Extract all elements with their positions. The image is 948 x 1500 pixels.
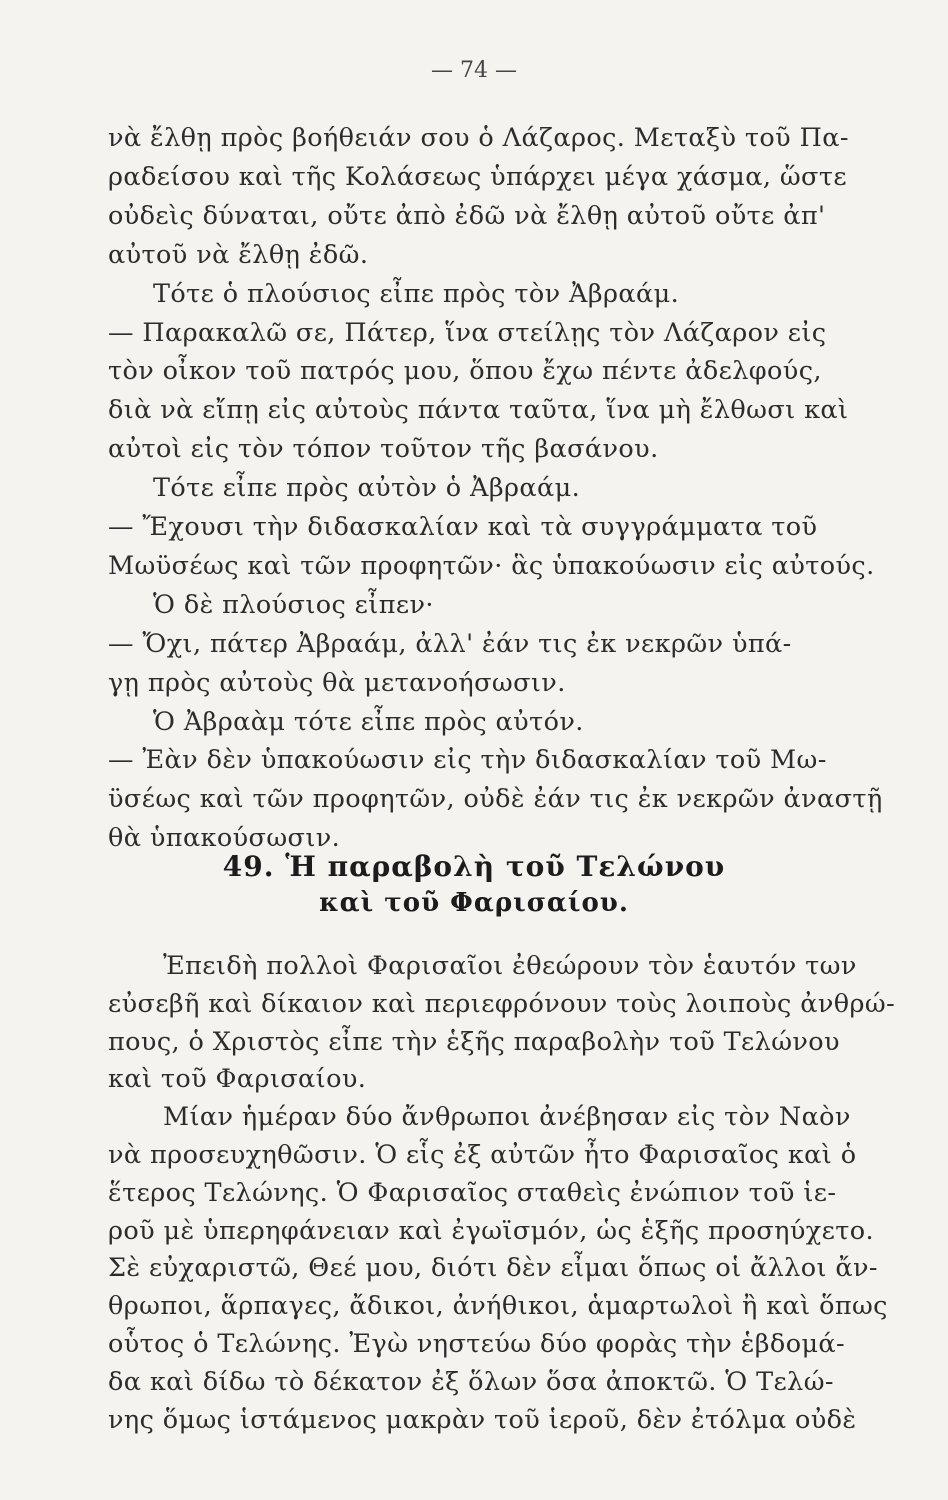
- text-line: διὰ νὰ εἴπῃ εἰς αὐτοὺς πάντα ταῦτα, ἵνα μὴ ἔλθωσι καὶ: [108, 395, 849, 426]
- text-line: πους, ὁ Χριστὸς εἶπε τὴν ἑξῆς παραβολὴν τοῦ Τελώνου: [108, 1026, 840, 1057]
- text-line: Μίαν ἡμέραν δύο ἄνθρωποι ἀνέβησαν εἰς τὸν Ναὸν: [163, 1102, 851, 1133]
- text-line: — Ὄχι, πάτερ Ἀβραάμ, ἀλλ' ἐάν τις ἐκ νεκρῶν ὑπά-: [108, 628, 792, 659]
- text-line: — Ἔχουσι τὴν διδασκαλίαν καὶ τὰ συγγράμματα τοῦ: [108, 512, 818, 542]
- text-line: Τότε ὁ πλούσιος εἶπε πρὸς τὸν Ἀβραάμ.: [153, 278, 680, 309]
- text-line: ϋσέως καὶ τῶν προφητῶν, οὐδὲ ἐάν τις ἐκ νεκρῶν ἀναστῇ: [108, 784, 883, 815]
- text-line: εὐσεβῆ καὶ δίκαιον καὶ περιεφρόνουν τοὺς λοιποὺς ἀνθρώ-: [108, 988, 896, 1019]
- text-line: τὸν οἶκον τοῦ πατρός μου, ὅπου ἔχω πέντε ἀδελφούς,: [108, 356, 822, 387]
- text-line: Ὁ δὲ πλούσιος εἶπεν·: [153, 589, 434, 620]
- text-line: οὗτος ὁ Τελώνης. Ἐγὼ νηστεύω δύο φορὰς τὴν ἑβδομά-: [108, 1329, 846, 1359]
- page-number: — 74 —: [431, 58, 517, 83]
- text-line: νὰ ἔλθῃ πρὸς βοήθειάν σου ὁ Λάζαρος. Μεταξὺ τοῦ Πα-: [108, 123, 849, 153]
- text-line: — Ἐὰν δὲν ὑπακούωσιν εἰς τὴν διδασκαλίαν τοῦ Μω-: [108, 745, 827, 776]
- text-line: Ὁ Ἀβραὰμ τότε εἶπε πρὸς αὐτόν.: [153, 706, 584, 737]
- text-line: Σὲ εὐχαριστῶ, Θεέ μου, διότι δὲν εἶμαι ὅπως οἱ ἄλλοι ἄν-: [108, 1253, 878, 1284]
- section-heading-line-2: καὶ τοῦ Φαρισαίου.: [319, 888, 629, 918]
- text-line: — Παρακαλῶ σε, Πάτερ, ἵνα στείλῃς τὸν Λάζαρον εἰς: [108, 317, 827, 348]
- text-line: Ἐπειδὴ πολλοὶ Φαρισαῖοι ἐθεώρουν τὸν ἑαυτόν των: [163, 951, 857, 981]
- text-line: Τότε εἶπε πρὸς αὐτὸν ὁ Ἀβραάμ.: [153, 473, 581, 504]
- text-line: ροῦ μὲ ὑπερηφάνειαν καὶ ἐγωϊσμόν, ὡς ἑξῆς προσηύχετο.: [108, 1215, 874, 1246]
- text-line: γῃ πρὸς αὐτοὺς θὰ μετανοήσωσιν.: [108, 667, 566, 698]
- text-line: οὐδεὶς δύναται, οὔτε ἀπὸ ἐδῶ νὰ ἔλθῃ αὐτοῦ οὔτε ἀπ': [108, 200, 826, 231]
- text-line: θὰ ὑπακούσωσιν.: [108, 823, 341, 854]
- text-line: θρωποι, ἅρπαγες, ἄδικοι, ἀνήθικοι, ἁμαρτωλοὶ ἢ καὶ ὅπως: [108, 1291, 888, 1322]
- text-line: Μωϋσέως καὶ τῶν προφητῶν· ἃς ὑπακούωσιν εἰς αὐτούς.: [108, 550, 875, 581]
- text-line: αὐτοὶ εἰς τὸν τόπον τοῦτον τῆς βασάνου.: [108, 434, 659, 465]
- text-line: νης ὅμως ἱστάμενος μακρὰν τοῦ ἱεροῦ, δὲν ἐτόλμα οὐδὲ: [108, 1404, 857, 1435]
- text-line: καὶ τοῦ Φαρισαίου.: [108, 1064, 367, 1095]
- text-line: νὰ προσευχηθῶσιν. Ὁ εἷς ἐξ αὐτῶν ἦτο Φαρισαῖος καὶ ὁ: [108, 1140, 857, 1170]
- section-heading-line-1: 49. Ἡ παραβολὴ τοῦ Τελώνου: [222, 850, 726, 883]
- text-line: δα καὶ δίδω τὸ δέκατον ἐξ ὅλων ὅσα ἀποκτῶ. Ὁ Τελώ-: [108, 1366, 834, 1397]
- text-line: ραδείσου καὶ τῆς Κολάσεως ὑπάρχει μέγα χάσμα, ὥστε: [108, 161, 847, 192]
- text-line: ἕτερος Τελώνης. Ὁ Φαρισαῖος σταθεὶς ἐνώπιον τοῦ ἱε-: [108, 1177, 837, 1208]
- text-line: αὐτοῦ νὰ ἔλθῃ ἐδῶ.: [108, 239, 369, 270]
